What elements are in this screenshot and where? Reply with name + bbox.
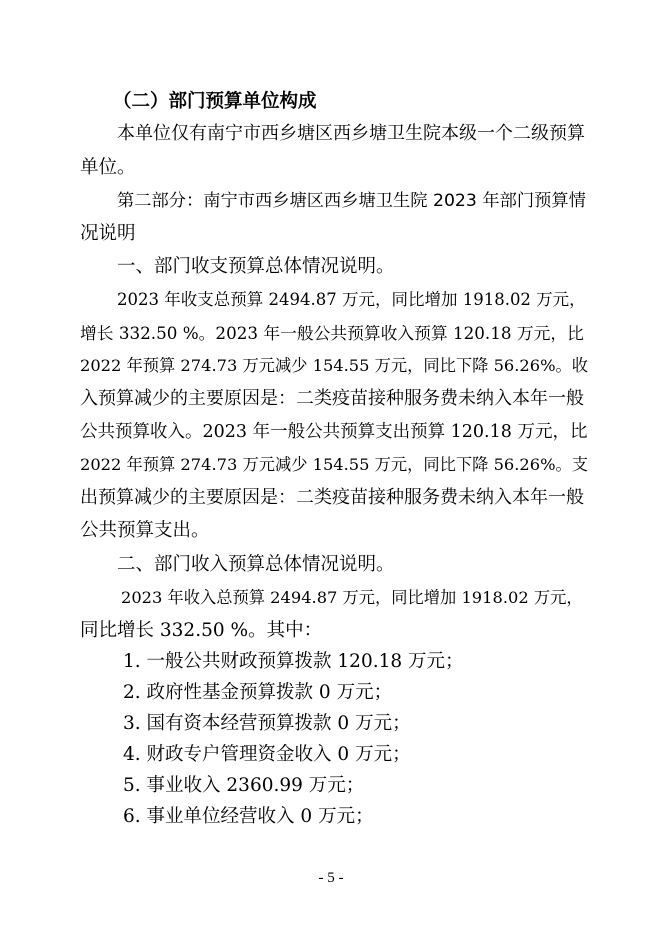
page-number: - 5 - <box>318 870 344 886</box>
list-item: 6. 事业单位经营收入 0 万元； <box>123 806 374 827</box>
section-heading: （二）部门预算单位构成 <box>113 91 317 112</box>
part-title-line-1: 第二部分：南宁市西乡塘区西乡塘卫生院 2023 年部门预算情 <box>117 191 586 211</box>
subsection-1-line: 2022 年预算 274.73 万元减少 154.55 万元，同比下降 56.26%。收 <box>80 356 589 375</box>
part-title-line-2: 况说明 <box>80 223 136 244</box>
subsection-1-line: 2022 年预算 274.73 万元减少 154.55 万元，同比下降 56.26%。支 <box>80 455 589 474</box>
list-item: 2. 政府性基金预算拨款 0 万元； <box>123 682 393 703</box>
section-body-line-1: 本单位仅有南宁市西乡塘区西乡塘卫生院本级一个二级预算 <box>117 123 585 144</box>
subsection-1-line: 公共预算支出。 <box>80 520 210 541</box>
list-item: 1. 一般公共财政预算拨款 120.18 万元； <box>123 651 464 672</box>
list-item: 3. 国有资本经营预算拨款 0 万元； <box>123 713 411 734</box>
subsection-1-line: 增长 332.50 %。2023 年一般公共预算收入预算 120.18 万元，比 <box>80 323 584 343</box>
list-item: 5. 事业收入 2360.99 万元； <box>123 775 365 796</box>
subsection-1-line: 2023 年收支总预算 2494.87 万元，同比增加 1918.02 万元， <box>117 290 586 309</box>
subsection-2-line: 同比增长 332.50 %。其中： <box>80 620 323 641</box>
subsection-1-line: 公共预算收入。2023 年一般公共预算支出预算 120.18 万元，比 <box>80 422 588 442</box>
subsection-1-title: 一、部门收支预算总体情况说明。 <box>117 256 395 277</box>
subsection-2-title: 二、部门收入预算总体情况说明。 <box>117 554 395 575</box>
subsection-2-line: 2023 年收入总预算 2494.87 万元，同比增加 1918.02 万元， <box>121 588 583 607</box>
subsection-1-line: 入预算减少的主要原因是：二类疫苗接种服务费未纳入本年一般 <box>80 388 584 409</box>
list-item: 4. 财政专户管理资金收入 0 万元； <box>123 744 411 765</box>
subsection-1-line: 出预算减少的主要原因是：二类疫苗接种服务费未纳入本年一般 <box>80 487 584 508</box>
section-body-line-2: 单位。 <box>80 157 136 178</box>
